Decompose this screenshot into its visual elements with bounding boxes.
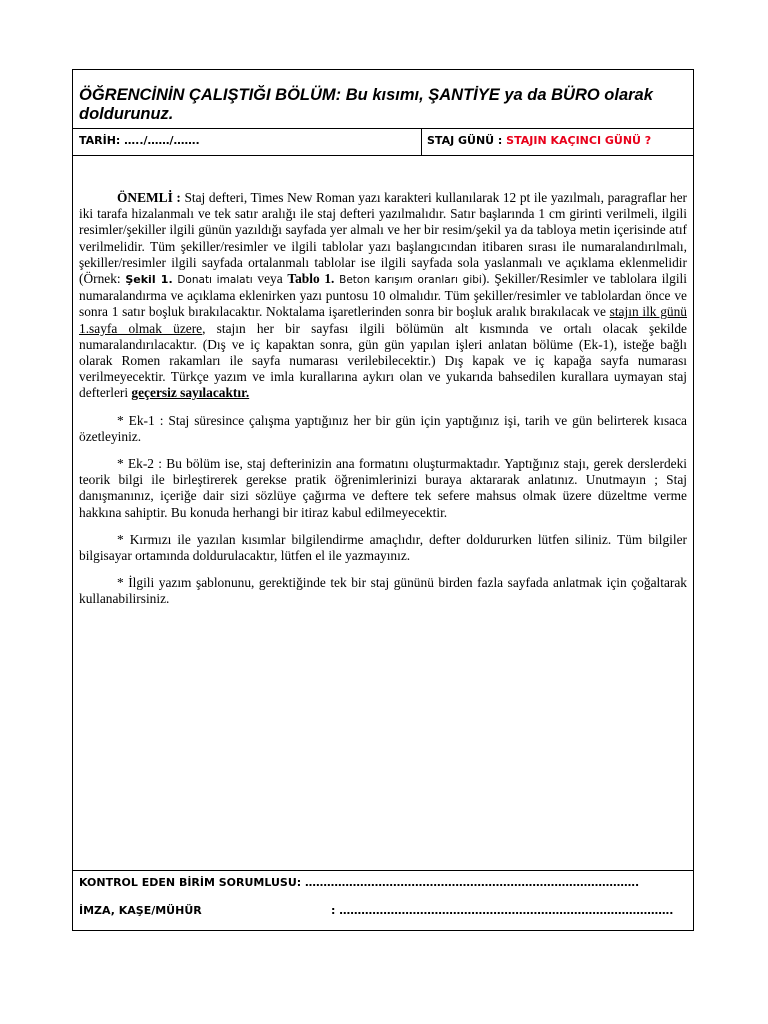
date-row <box>73 129 693 156</box>
instructions-body <box>79 190 687 619</box>
paragraph-text: ). Şekiller/Resimler ve tablolara ilgili numaralandırma ve açıklama eklenirken yazı puntosu 10 olmalıdır. Tüm şekiller/resimler ve tablolardan önce ve sonra 1 satır boşluk bırakılacaktır. Noktalama işaretlerinden sonra bir boşluk aralık bırakılacak ve <box>79 271 687 320</box>
form-frame <box>72 69 694 931</box>
template-note: * İlgili yazım şablonunu, gerektiğinde tek bir staj gününü birden fazla sayfada anlatmak için çoğaltarak kullanabilirsiniz. <box>79 575 687 607</box>
column-divider <box>421 129 422 155</box>
ek1-note: * Ek-1 : Staj süresince çalışma yaptığınız her bir gün için yaptığınız işi, tarih ve gün belirterek kısaca özetleyiniz. <box>79 412 687 444</box>
important-paragraph <box>79 190 687 402</box>
important-label: ÖNEMLİ : <box>117 190 181 205</box>
paragraph-text: veya <box>252 271 288 287</box>
invalid-warning: geçersiz sayılacaktır. <box>131 385 250 401</box>
supervisor-line: KONTROL EDEN BİRİM SORUMLUSU: ………………………………………………………………………………. <box>79 876 640 889</box>
signature-line: : ………………………………………………………………………………. <box>331 904 674 917</box>
page-number-rule: stajın ilk günü 1.sayfa olmak üzere <box>79 304 687 336</box>
ek2-note: * Ek-2 : Bu bölüm ise, staj defterinizin ana formatını oluşturmaktadır. Yaptığınız stajı, gerek derslerdeki teorik bilgi ile birleştirerek gerekse pratik öğrenimlerinizi buraya aktararak anlatınız. Unutmayın ; Staj danışmanınız, içeriğe dair sizi sözlüye çağırma ve deftere tek sefere mahsus olmak üzere düzeltme verme hakkına sahiptir. Bu konuda herhangi bir itiraz kabul edilmeyecektir. <box>79 456 687 520</box>
signature-section <box>73 870 693 930</box>
paragraph-text: Staj defteri, Times New Roman yazı karakteri kullanılarak 12 pt ile yazılmalı, paragraflar her iki tarafa hizalanmalı ve tek satır aralığı ile staj defteri yazılmalıdır. Satır başlarında 1 cm girinti verilmeli, ilgili resimler/şekiller ilgili günün yazıldığı sayfada yer almalı ve her bir resim/şekil ya da tabloya metin içerisinde atıf verilmelidir. Tüm şekiller/resimler ve ilgili tablolar yazı başlangıcından itibaren sırası ile numaralandırılmalı, şekiller/resimler ilgili sayfada ortalanmalı tablolar ise ilgili sayfada sola yaslanmalı ve açıklama eklenmelidir (Örnek: <box>79 190 687 287</box>
internship-day-value: STAJIN KAÇINCI GÜNÜ ? <box>506 134 652 147</box>
table-example-text: Beton karışım oranları gibi <box>334 274 482 287</box>
figure-example-text: Donatı imalatı <box>172 274 253 287</box>
table-example-label: Tablo 1. <box>287 271 335 287</box>
internship-day-field <box>427 134 651 147</box>
internship-day-label: STAJ GÜNÜ : <box>427 134 507 147</box>
figure-example-label: Şekil 1. <box>125 273 173 287</box>
department-title: ÖĞRENCİNİN ÇALIŞTIĞI BÖLÜM: Bu kısımı, ŞANTİYE ya da BÜRO olarak doldurunuz. <box>73 70 693 129</box>
signature-label: İMZA, KAŞE/MÜHÜR <box>79 904 202 917</box>
red-text-note: * Kırmızı ile yazılan kısımlar bilgilendirme amaçlıdır, defter doldururken lütfen siliniz. Tüm bilgiler bilgisayar ortamında doldurulacaktır, lütfen el ile yazmayınız. <box>79 531 687 564</box>
date-field: TARİH: …../……/……. <box>79 134 200 147</box>
paragraph-text: , stajın her bir sayfası ilgili bölümün alt kısmında ve ortalı olacak şekilde numaralandırılacaktır. (Dış ve iç kapaktan sonra, gün gün yapılan işleri anlatan bölüme (Ek-1), isteğe bağlı olarak Romen rakamları ile sayfa numarası verilebilecektir.) Dış kapak ve iç kapağa sayfa numarası verilmeyecektir. Türkçe yazım ve imla kurallarına aykırı olan ve yukarıda bahsedilen kurallara uymayan staj defterleri <box>79 320 687 401</box>
